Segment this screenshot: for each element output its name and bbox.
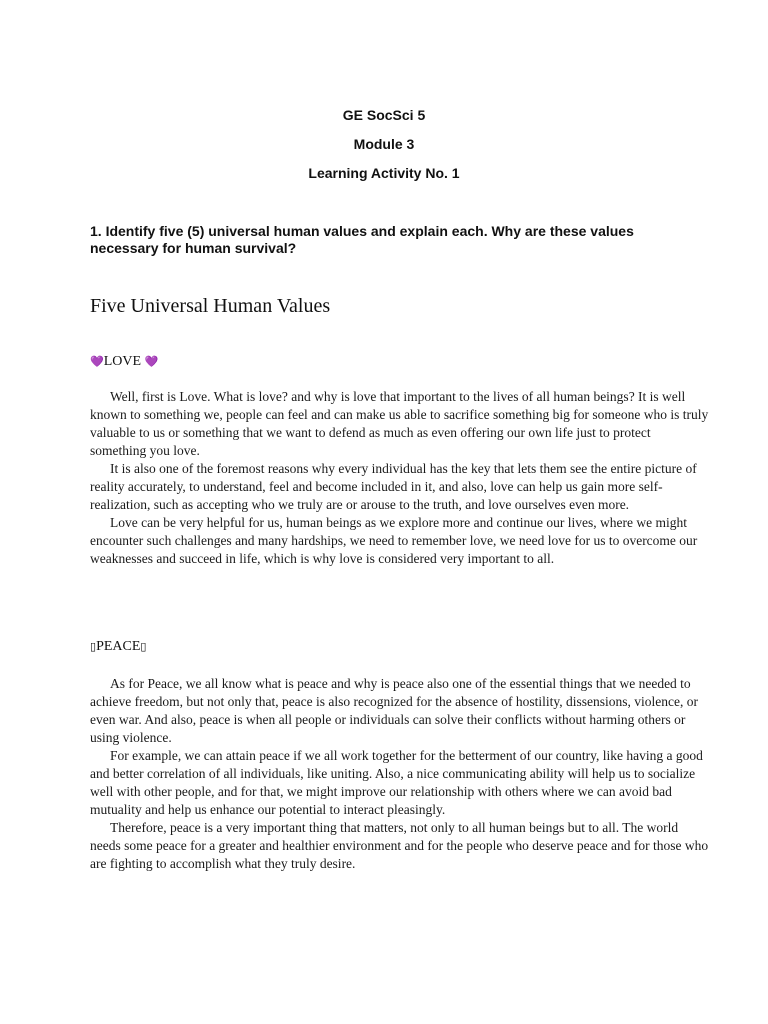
placeholder-glyph-icon: ▯ (90, 640, 97, 653)
activity-title: Learning Activity No. 1 (308, 165, 460, 181)
section-label-peace: PEACE (96, 639, 141, 654)
section-title-peace (90, 638, 146, 656)
section-body-love (90, 388, 710, 568)
paragraph: It is also one of the foremost reasons why every individual has the key that lets them see the entire picture of reality accurately, to understand, feel and become included in it, and also, love can help us gain more self-realization, such as accepting who we truly are or arouse to the truth, and love ourselves even more. (90, 461, 697, 512)
question-text: 1. Identify five (5) universal human values and explain each. Why are these values necessary for human survival? (90, 223, 634, 256)
paragraph: Therefore, peace is a very important thing that matters, not only to all human beings but to all. The world needs some peace for a greater and healthier environment and for the people who deserve peace and for those who are fighting to accomplish what they truly desire. (90, 820, 709, 871)
placeholder-glyph-icon: ▯ (140, 640, 147, 653)
paragraph: As for Peace, we all know what is peace and why is peace also one of the essential things that we needed to achieve freedom, but not only that, peace is also recognized for the absence of hostility, dissensions, violence, or even war. And also, peace is when all people or individuals can solve their conflicts without harming others or using violence. (90, 676, 698, 745)
course-code: GE SocSci 5 (342, 107, 426, 123)
heart-icon: 💜 (90, 355, 104, 368)
document-heading: Five Universal Human Values (90, 295, 331, 317)
section-title-love (90, 353, 158, 371)
paragraph: Well, first is Love. What is love? and why is love that important to the lives of all human beings? It is well known to something we, people can feel and can make us able to sacrifice something big for someone who is truly valuable to us or something that we want to defend as much as even offering our own life just to protect something you love. (90, 389, 709, 458)
section-body-peace (90, 675, 710, 873)
paragraph: Love can be very helpful for us, human beings as we explore more and continue our lives, where we might encounter such challenges and many hardships, we need to remember love, we need love for us to overcome our weaknesses and succeed in life, which is why love is considered very important to all. (90, 515, 698, 566)
heart-icon: 💜 (144, 355, 159, 368)
module-title: Module 3 (353, 136, 415, 152)
section-label-love: LOVE (103, 354, 142, 369)
paragraph: For example, we can attain peace if we all work together for the betterment of our country, like having a good and better correlation of all individuals, like uniting. Also, a nice communicating ability will help us to socialize well with other people, and for that, we might improve our relationship with others where we can avoid bad mutuality and help us enhance our potential to interact pleasingly. (90, 748, 703, 817)
